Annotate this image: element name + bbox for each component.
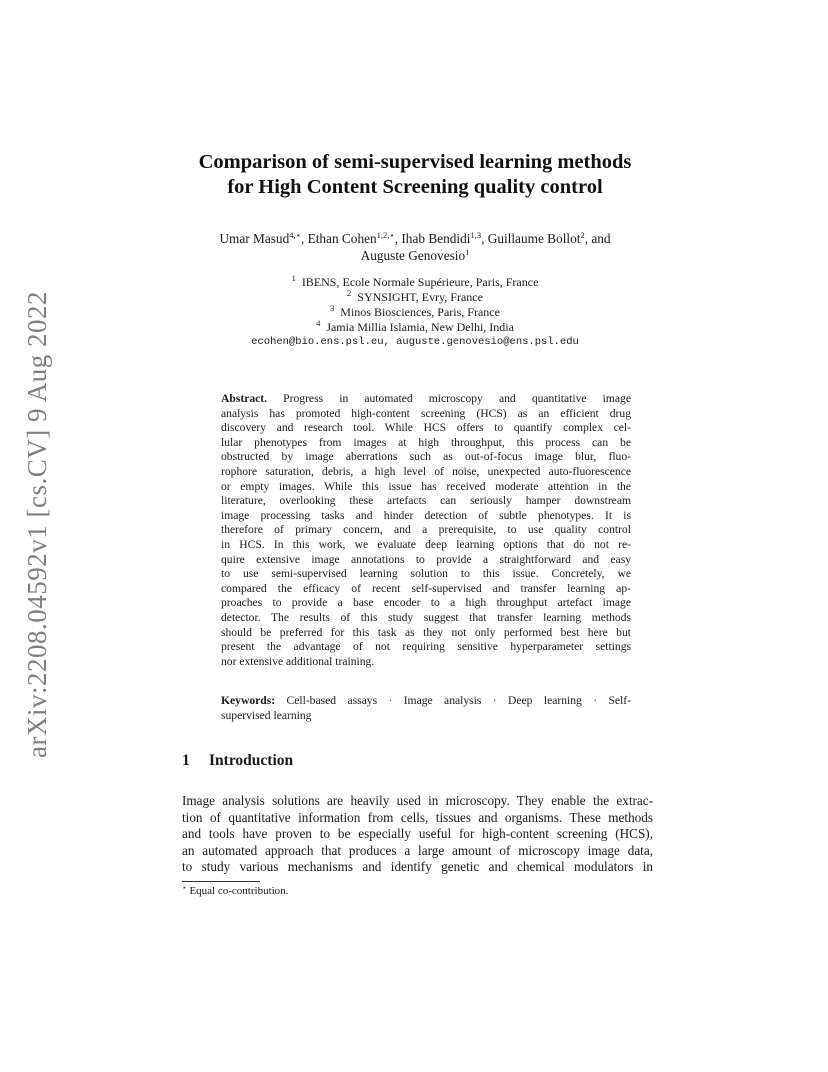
keywords-label: Keywords: (221, 694, 276, 707)
affiliation-text: Jamia Millia Islamia, New Delhi, India (326, 320, 514, 334)
abstract-line: or empty images. While this issue has received moderate attention in the (221, 479, 631, 493)
author-line-1 (150, 230, 680, 247)
abstract-line: obstructed by image aberrations such as out-of-focus image blur, fluo- (221, 450, 631, 464)
footnote-mark: ⋆ (182, 883, 187, 892)
body-line: and tools have proven to be especially useful for high-content screening (HCS), (182, 826, 653, 842)
abstract-line: in HCS. In this work, we evaluate deep learning options that do not re- (221, 537, 631, 551)
affiliation-number: 4 (316, 318, 321, 328)
author-list (150, 230, 680, 264)
contact-emails: ecohen@bio.ens.psl.eu, auguste.genovesio@ens.psl.edu (251, 336, 579, 348)
affiliation-number: 2 (347, 288, 352, 298)
affiliation-item (150, 290, 680, 305)
abstract-line-text: Progress in automated microscopy and quantitative image (283, 392, 631, 405)
paper-title (150, 150, 680, 200)
affiliation-item (150, 305, 680, 320)
section-heading-introduction (182, 752, 293, 770)
title-line-1: Comparison of semi-supervised learning methods (198, 151, 632, 173)
keywords-block (221, 694, 631, 723)
footnote (182, 885, 288, 897)
affiliation-item (150, 320, 680, 335)
author-affil-mark: 1,2,⋆ (376, 230, 395, 240)
keywords-line (221, 694, 631, 709)
keywords-text: Cell-based assays · Image analysis · Deep learning · Self- (286, 694, 631, 707)
section-number: 1 (182, 752, 190, 769)
abstract-line: literature, overlooking these artefacts can seriously hamper downstream (221, 494, 631, 508)
title-line-2: for High Content Screening quality control (227, 176, 603, 198)
abstract-line: image processing tasks and hinder detection of subtle phenotypes. It is (221, 508, 631, 522)
author-separator: , and (584, 231, 611, 246)
affiliation-text: SYNSIGHT, Evry, France (357, 290, 483, 304)
author-line-2 (150, 247, 680, 264)
abstract-line: quire extensive image annotations to provide a straightforward and easy (221, 552, 631, 566)
abstract-line: should be preferred for this task as they not only performed best here but (221, 625, 631, 639)
abstract-line: compared the efficacy of recent self-supervised and transfer learning ap- (221, 581, 631, 595)
author-name: Umar Masud (219, 231, 290, 246)
abstract-label: Abstract. (221, 392, 268, 405)
footnote-text: Equal co-contribution. (189, 885, 289, 897)
abstract-line: discovery and research tool. While HCS offers to quantify complex cel- (221, 421, 631, 435)
body-line: an automated approach that produces a large amount of microscopy image data, (182, 842, 653, 858)
abstract-line: detector. The results of this study suggest that transfer learning methods (221, 610, 631, 624)
abstract-line: nor extensive additional training. (221, 654, 375, 668)
body-line: tion of quantitative information from cells, tissues and organisms. These methods (182, 809, 653, 825)
affiliation-text: Minos Biosciences, Paris, France (340, 305, 500, 319)
abstract-line: lular phenotypes from images at high throughput, this process can be (221, 435, 631, 449)
abstract-line: present the advantage of not requiring sensitive hyperparameter settings (221, 640, 631, 654)
abstract-block (221, 392, 631, 669)
author-name: , Ihab Bendidi (394, 231, 471, 246)
body-line: to study various mechanisms and identify genetic and chemical modulators in (182, 859, 653, 875)
affiliation-item (150, 275, 680, 290)
author-affil-mark: 2 (580, 230, 585, 240)
footnote-rule (182, 881, 260, 882)
abstract-line: rophore saturation, debris, a high level of noise, unexpected auto-fluorescence (221, 464, 631, 478)
body-line: Image analysis solutions are heavily used in microscopy. They enable the extrac- (182, 793, 653, 808)
affiliation-text: IBENS, Ecole Normale Supérieure, Paris, France (301, 275, 539, 289)
section-title: Introduction (209, 752, 294, 769)
author-name: Auguste Genovesio (360, 248, 466, 263)
author-affil-mark: 1,3 (470, 230, 482, 240)
keywords-line: supervised learning (221, 708, 312, 722)
author-name: , Ethan Cohen (300, 231, 377, 246)
introduction-body (182, 793, 653, 876)
abstract-line: proaches to provide a base encoder to a high throughput artefact image (221, 596, 631, 610)
affiliation-number: 3 (330, 303, 335, 313)
author-affil-mark: 4,⋆ (289, 230, 301, 240)
affiliation-number: 1 (291, 273, 296, 283)
arxiv-identifier-text: arXiv:2208.04592v1 [cs.CV] 9 Aug 2022 (21, 290, 52, 758)
author-affil-mark: 1 (465, 247, 470, 257)
author-name: , Guillaume Bollot (481, 231, 581, 246)
arxiv-identifier-stamp (22, 284, 52, 764)
abstract-line: to use semi-supervised learning solution to this issue. Concretely, we (221, 567, 631, 581)
abstract-line (221, 392, 631, 407)
abstract-line: analysis has promoted high-content screening (HCS) as an efficient drug (221, 406, 631, 420)
affiliation-list (150, 275, 680, 350)
abstract-line: therefore of primary concern, and a prerequisite, to use quality control (221, 523, 631, 537)
